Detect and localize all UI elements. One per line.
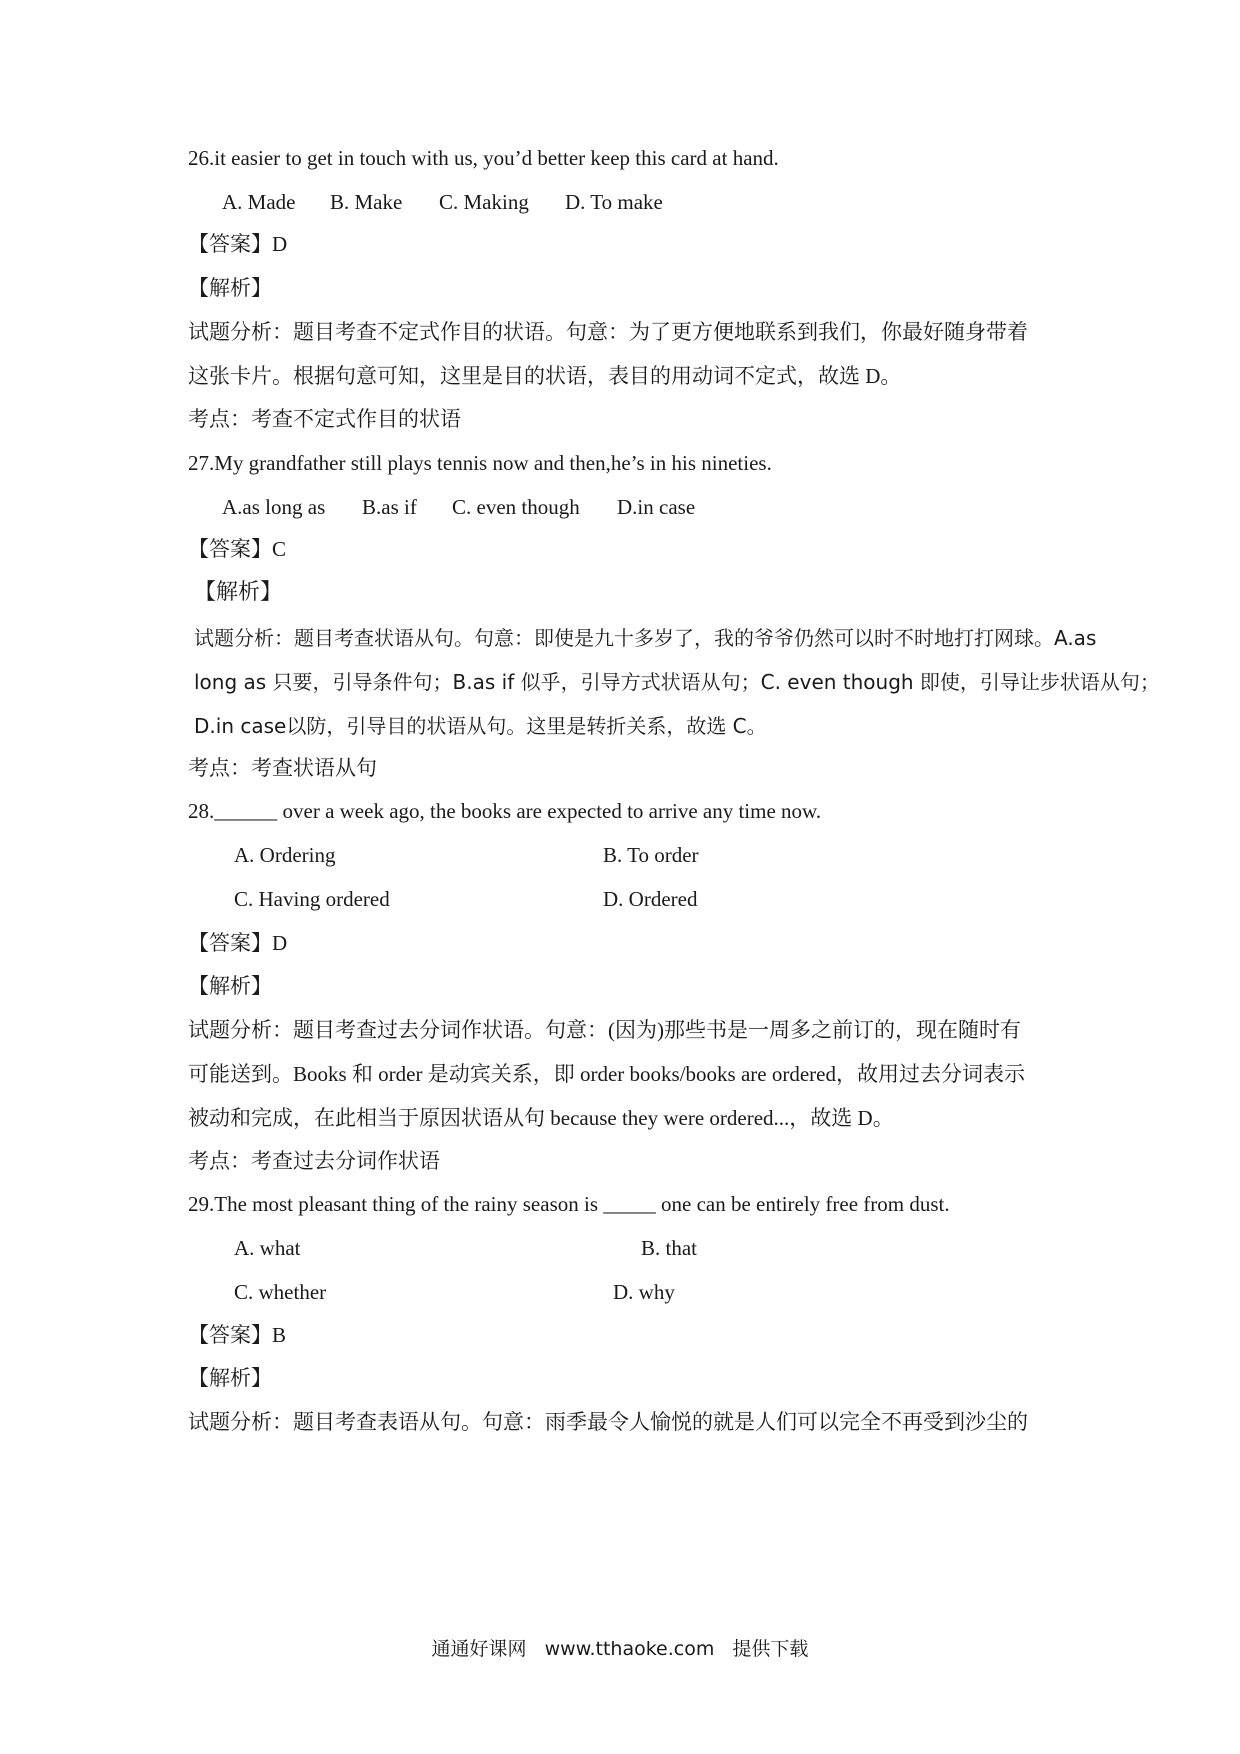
q27-answer: 【答案】C: [188, 537, 287, 561]
q28-analysis-line-2: 可能送到。Books 和 order 是动宾关系，即 order books/books are ordered，故用过去分词表示: [188, 1062, 1025, 1086]
question-26-stem: 26.it easier to get in touch with us, you’d better keep this card at hand.: [188, 146, 779, 170]
q28-option-a: A. Ordering: [234, 843, 336, 867]
q26-option-b: B. Make: [330, 190, 403, 214]
q27-option-b: B.as if: [362, 495, 417, 519]
q29-analysis-label: 【解析】: [188, 1366, 272, 1390]
q28-option-d: D. Ordered: [603, 887, 698, 911]
footer-url[interactable]: www.tthaoke.com: [544, 1638, 715, 1660]
q26-answer: 【答案】D: [188, 232, 288, 256]
q28-analysis-line-3: 被动和完成，在此相当于原因状语从句 because they were ordered...，故选 D。: [188, 1106, 894, 1130]
q29-option-b: B. that: [641, 1236, 697, 1260]
q26-analysis-line-2: 这张卡片。根据句意可知，这里是目的状语，表目的用动词不定式，故选 D。: [188, 364, 902, 388]
footer-site-name: 通通好课网: [431, 1638, 527, 1660]
q27-option-d: D.in case: [617, 495, 696, 519]
q29-option-c: C. whether: [234, 1280, 327, 1304]
q28-knowledge-point: 考点：考查过去分词作状语: [188, 1149, 440, 1173]
q27-knowledge-point: 考点：考查状语从句: [188, 756, 377, 780]
q28-option-c: C. Having ordered: [234, 887, 390, 911]
q29-option-a: A. what: [234, 1236, 301, 1260]
q28-analysis-line-1: 试题分析：题目考查过去分词作状语。句意：(因为)那些书是一周多之前订的，现在随时有: [188, 1018, 1021, 1042]
question-27-stem: 27.My grandfather still plays tennis now and then,he’s in his nineties.: [188, 451, 772, 475]
page-footer: [0, 1634, 1240, 1661]
q28-analysis-label: 【解析】: [188, 974, 272, 998]
q26-analysis-line-1: 试题分析：题目考查不定式作目的状语。句意：为了更方便地联系到我们，你最好随身带着: [188, 320, 1028, 344]
q29-answer: 【答案】B: [188, 1323, 287, 1347]
q26-option-a: A. Made: [222, 190, 296, 214]
q27-analysis-line-2: long as 只要，引导条件句；B.as if 似乎，引导方式状语从句；C. even though 即使，引导让步状语从句；: [194, 670, 1160, 694]
q26-option-d: D. To make: [565, 190, 663, 214]
q28-option-b: B. To order: [603, 843, 699, 867]
question-29-stem: 29.The most pleasant thing of the rainy season is _____ one can be entirely free from dust.: [188, 1192, 950, 1216]
q28-answer: 【答案】D: [188, 931, 288, 955]
q27-option-c: C. even though: [452, 495, 580, 519]
question-28-stem: 28.______ over a week ago, the books are expected to arrive any time now.: [188, 799, 822, 823]
q26-analysis-label: 【解析】: [188, 276, 272, 300]
footer-note: 提供下载: [732, 1638, 809, 1660]
q27-analysis-label: 【解析】: [194, 580, 283, 605]
q29-analysis-line-1: 试题分析：题目考查表语从句。句意：雨季最令人愉悦的就是人们可以完全不再受到沙尘的: [188, 1410, 1028, 1434]
q27-analysis-line-3: D.in case以防，引导目的状语从句。这里是转折关系，故选 C。: [194, 714, 767, 738]
q26-knowledge-point: 考点：考查不定式作目的状语: [188, 407, 461, 431]
q29-option-d: D. why: [613, 1280, 675, 1304]
q27-analysis-line-1: 试题分析：题目考查状语从句。句意：即使是九十多岁了，我的爷爷仍然可以时不时地打打网球。A.as: [194, 626, 1097, 650]
q26-option-c: C. Making: [439, 190, 529, 214]
q27-option-a: A.as long as: [222, 495, 326, 519]
